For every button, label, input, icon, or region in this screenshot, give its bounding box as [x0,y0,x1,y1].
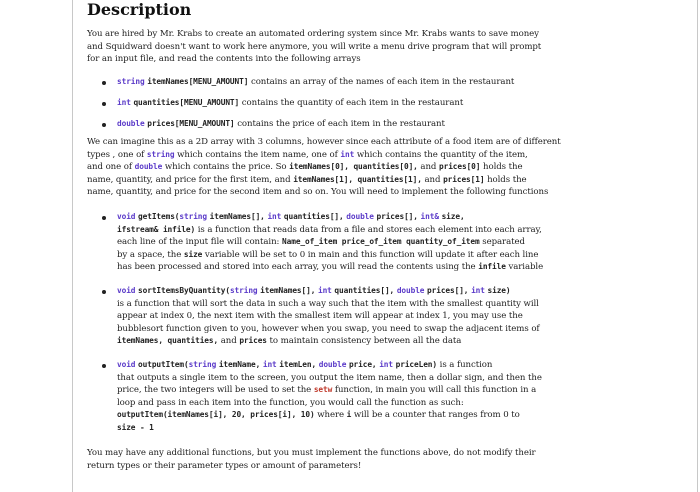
array-description: contains an array of the names of each item in the restaurant [250,77,515,87]
text-run: and one of [87,162,132,173]
function-name: outputItem( [138,360,189,369]
inline-code: prices[1] [443,174,485,184]
closing-line: return types or their parameter types or amount of parameters! [87,460,362,471]
text-run: has been processed and stored into each array, you will read the contents using the [117,262,476,273]
inline-code: setw [313,385,333,395]
type-keyword: double [117,119,145,128]
text-run: that outputs a single item to the screen, you output the item name, then a dollar sign, and then the [117,372,542,383]
bullet-icon [102,216,106,220]
text-run: is a function [439,360,493,370]
type-keyword: string [179,212,207,221]
type-keyword: double [396,286,425,295]
text-run: holds the [483,162,523,173]
text-run: variable [508,262,544,273]
inline-code: infile [478,262,506,272]
type-keyword: void [117,360,136,369]
text-run: types , one of [87,149,145,160]
text-run: and [220,336,237,347]
type-keyword: string [229,286,258,295]
text-run: by a space, the [117,249,182,260]
inline-code: i [346,410,352,420]
type-keyword: int [340,149,355,159]
text-run: is a function that will sort the data in such a way such that the item with the smallest quantity will [117,298,539,309]
document-page [72,0,698,492]
function-sort-items [117,285,683,348]
text-run: where [317,410,344,421]
bullet-icon [102,123,106,127]
array-declaration: prices[MENU_AMOUNT] [147,119,235,128]
text-run: which contains the price. So [164,162,287,173]
type-keyword: int [117,98,131,107]
inline-code: prices[0] [439,162,481,172]
type-keyword: void [117,212,136,221]
text-run: function, in main you will call this function in a [334,385,537,396]
type-keyword: void [117,286,136,295]
array-prices [117,118,683,131]
type-keyword: int [379,360,393,369]
array-quantities [117,97,683,110]
bullet-icon [102,364,106,368]
text-run: which contains the quantity of the item, [356,149,528,160]
parameter: itemNames[], [209,212,265,221]
type-keyword: string [146,149,175,159]
text-run: bubblesort function given to you, however when you swap, you need to swap the adjacent items of [117,323,540,334]
parameter: size, [441,212,465,221]
text-run: and [420,162,437,173]
parameter: itemLen, [279,360,317,369]
text-run: loop and pass in each item into the function, you would call the function as such: [117,397,464,408]
bullet-icon [102,102,106,106]
parameter: quantities[], [283,212,344,221]
intro-line: and Squidward doesn't want to work here anymore, you will write a menu drive program that will prompt [87,41,542,52]
parameter: prices[], [427,286,469,295]
parameter: priceLen) [395,360,437,369]
inline-code: size [183,249,203,259]
text-run: and [424,174,441,185]
closing-paragraph [87,447,683,472]
function-get-items [117,211,683,274]
parameter: itemNames[], [260,286,316,295]
parameter: quantities[], [334,286,395,295]
array-description: contains the quantity of each item in the restaurant [241,98,464,108]
type-keyword: double [346,212,374,221]
array-item-names [117,76,683,89]
text-run: price, the two integers will be used to set the [117,385,312,396]
text-run: which contains the item name, one of [177,149,338,160]
function-name: sortItemsByQuantity( [138,286,230,295]
inline-code: itemNames[1], quantities[1], [293,174,422,184]
type-keyword: double [134,162,163,172]
type-keyword: string [117,77,145,86]
text-run: We can imagine this as a 2D array with 3 columns, however since each attribute of a food item are of different [87,137,561,147]
inline-code: size - 1 [117,422,154,432]
intro-line: for an input file, and read the contents into the following arrays [87,54,361,65]
type-keyword: int [267,212,282,221]
parameter: size) [487,286,511,295]
text-run: is a function that reads data from a file and stores each element into each array, [197,224,542,235]
type-keyword: int [262,360,277,369]
type-keyword: int [471,286,485,295]
text-run: will be a counter that ranges from 0 to [353,410,520,421]
inline-code: Name_of_item price_of_item quantity_of_item [282,237,480,247]
text-run: variable will be set to 0 in main and this function will update it after each line [204,249,539,260]
text-run: to maintain consistency between all the data [269,336,462,347]
type-keyword: int [317,286,332,295]
parameter: ifstream& infile) [117,224,196,234]
text-run: name, quantity, and price for the second item and so on. You will need to implement the following functions [87,187,549,198]
inline-code: outputItem(itemNames[i], 20, prices[i], 10) [117,410,315,420]
inline-code: itemNames, quantities, [117,336,219,346]
parameter: price, [348,360,377,369]
inline-code: itemNames[0], quantities[0], [289,162,418,172]
type-keyword: int& [420,212,439,221]
array-description: contains the price of each item in the restaurant [237,119,445,129]
function-output-item [117,359,683,435]
imagine-paragraph [87,136,683,199]
type-keyword: string [188,360,217,369]
section-title: Description [87,0,192,19]
array-declaration: quantities[MENU_AMOUNT] [133,98,240,107]
text-run: appear at index 0, the next item with the smallest item will appear at index 1, you may use the [117,311,523,322]
text-run: holds the [487,174,527,185]
array-declaration: itemNames[MENU_AMOUNT] [147,77,249,86]
text-run: name, quantity, and price for the first item, and [87,174,291,185]
inline-code: prices [239,336,267,346]
bullet-icon [102,290,106,294]
text-run: each line of the input file will contain: [117,237,280,248]
closing-line: You may have any additional functions, but you must implement the functions above, do not modify their [87,448,536,458]
text-run: separated [482,237,525,248]
bullet-icon [102,81,106,85]
type-keyword: double [318,360,347,369]
parameter: itemName, [218,360,261,369]
intro-line: You are hired by Mr. Krabs to create an automated ordering system since Mr. Krabs wants to save money [87,29,539,39]
intro-paragraph [87,28,683,66]
function-name: getItems( [138,212,180,221]
parameter: prices[], [376,212,418,221]
